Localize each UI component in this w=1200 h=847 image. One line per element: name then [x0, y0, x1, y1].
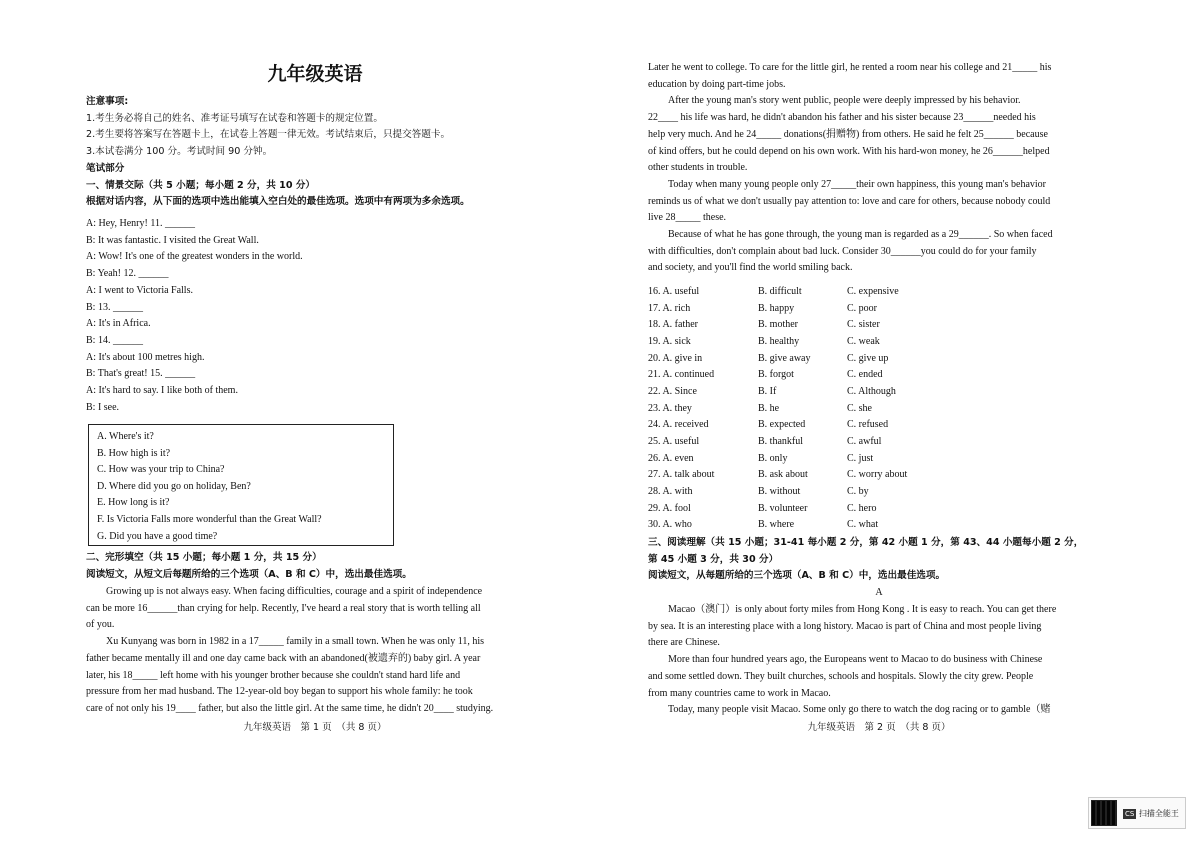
- dialogue-line: B: 14. ______: [86, 334, 143, 346]
- choice-b: B. If: [758, 385, 777, 397]
- choice-a: 19. A. sick: [648, 335, 691, 347]
- passage-line: Today when many young people only 27_____their own happiness, this young man's behavior: [668, 178, 1046, 190]
- option-item: F. Is Victoria Falls more wonderful than the Great Wall?: [97, 513, 322, 525]
- choice-b: B. give away: [758, 352, 811, 364]
- choice-c: C. poor: [847, 302, 877, 314]
- scanner-badge-text: [1123, 808, 1179, 819]
- choice-row: [648, 317, 1110, 334]
- passage-line: care of not only his 19____ father, but also the little girl. At the same time, he didn't 20____ studying.: [86, 702, 494, 714]
- exam-title: 九年级英语: [267, 63, 363, 85]
- choice-a: 27. A. talk about: [648, 469, 715, 481]
- choice-c: C. worry about: [847, 469, 908, 481]
- choice-row: [648, 401, 1110, 418]
- choice-a: 24. A. received: [648, 419, 709, 431]
- scanner-logo: CS: [1125, 809, 1135, 818]
- choice-row: [648, 384, 1110, 401]
- cloze-passage: [86, 584, 544, 718]
- choice-b: B. volunteer: [758, 502, 808, 514]
- passage-line: other students in trouble.: [648, 162, 748, 174]
- passage-line: 22____ his life was hard, he didn't abandon his father and his sister because 23______needed his: [648, 112, 1036, 124]
- choice-b: B. expected: [758, 419, 806, 431]
- dialogue-line: B: 13. ______: [86, 301, 143, 313]
- choice-row: [648, 284, 1110, 301]
- passage-line: More than four hundred years ago, the Europeans went to Macao to do business with Chinese: [668, 654, 1043, 666]
- option-item: D. Where did you go on holiday, Ben?: [97, 480, 251, 492]
- choice-c: C. she: [847, 402, 872, 414]
- choice-b: B. he: [758, 402, 780, 414]
- choice-a: 17. A. rich: [648, 302, 691, 314]
- section-2-instruction: 阅读短文，从短文后每题所给的三个选项（A、B 和 C）中，选出最佳选项。: [86, 568, 412, 580]
- passage-line: from many countries came to work in Macao.: [648, 687, 831, 699]
- passage-line: there are Chinese.: [648, 637, 720, 649]
- choice-c: C. what: [847, 519, 879, 531]
- choice-b: B. where: [758, 519, 795, 531]
- dialogue-line: A: It's in Africa.: [86, 318, 151, 330]
- qr-code-icon: [1091, 800, 1117, 826]
- choice-c: C. refused: [847, 419, 889, 431]
- choice-a: 23. A. they: [648, 402, 692, 414]
- choice-row: [648, 351, 1110, 368]
- passage-line: Growing up is not always easy. When facing difficulties, courage and a spirit of independence: [106, 586, 483, 597]
- choice-a: 22. A. Since: [648, 385, 697, 397]
- choice-a: 18. A. father: [648, 319, 698, 331]
- dialogue-line: B: Yeah! 12. ______: [86, 268, 169, 280]
- choice-a: 26. A. even: [648, 452, 694, 464]
- dialogue-line: A: Wow! It's one of the greatest wonders in the world.: [86, 251, 303, 263]
- reading-passage-a: [648, 602, 1110, 719]
- choice-row: [648, 301, 1110, 318]
- choice-row: [648, 417, 1110, 434]
- section-2-heading: 二、完形填空（共 15 小题；每小题 1 分，共 15 分）: [86, 552, 322, 563]
- dialogue-line: A: Hey, Henry! 11. ______: [86, 218, 195, 229]
- passage-line: Because of what he has gone through, the young man is regarded as a 29______. So when faced: [668, 229, 1053, 241]
- choice-row: [648, 467, 1110, 484]
- passage-line: Macao（澳门）is only about forty miles from Hong Kong . It is easy to reach. You can get there: [668, 604, 1057, 615]
- choice-c: C. just: [847, 452, 874, 464]
- option-item: E. How long is it?: [97, 497, 170, 509]
- passage-line: After the young man's story went public, people were deeply impressed by his behavior.: [668, 95, 1021, 107]
- section-1-heading: 一、情景交际（共 5 小题；每小题 2 分，共 10 分）: [86, 179, 316, 191]
- passage-line: Today, many people visit Macao. Some only go there to watch the dog racing or to gamble（赌: [668, 704, 1051, 716]
- passage-line: education by doing part-time jobs.: [648, 78, 786, 90]
- passage-line: reminds us of what we don't usually pay attention to: love and care for others, because nobody could: [648, 195, 1051, 207]
- option-item: B. How high is it?: [97, 447, 171, 459]
- choice-row: [648, 451, 1110, 468]
- page-footer: 九年级英语 第 1 页 （共 8 页）: [243, 722, 387, 733]
- choices-list: [648, 284, 1110, 534]
- option-item: A. Where's it?: [97, 431, 154, 442]
- choice-b: B. without: [758, 485, 801, 497]
- scanner-badge: [1088, 797, 1186, 829]
- choice-row: [648, 501, 1110, 518]
- choice-b: B. only: [758, 452, 788, 464]
- choice-a: 28. A. with: [648, 485, 693, 497]
- passage-line: father became mentally ill and one day came back with an abandoned(被遗弃的) baby girl. A year: [86, 652, 481, 664]
- option-item: G. Did you have a good time?: [97, 530, 218, 542]
- passage-line: and society, and you'll find the world smiling back.: [648, 262, 853, 274]
- passage-line: can be more 16______than crying for help. Recently, I've heard a real story that is worth telling all: [86, 602, 481, 614]
- passage-line: later, his 18_____ left home with his younger brother because she couldn't stand hard life and: [86, 669, 461, 681]
- passage-line: help very much. And he 24_____ donations(捐赠物) from others. He said he felt 25______ because: [648, 128, 1048, 140]
- choice-a: 25. A. useful: [648, 435, 700, 447]
- passage-line: of kind offers, but he could depend on his own work. With his hard-won money, he 26______helped: [648, 145, 1050, 157]
- dialogue-line: B: That's great! 15. ______: [86, 368, 196, 380]
- choice-c: C. sister: [847, 319, 880, 331]
- option-item: C. How was your trip to China?: [97, 464, 225, 476]
- dialogue-line: A: I went to Victoria Falls.: [86, 284, 193, 296]
- choice-row: [648, 334, 1110, 351]
- dialogue-line: B: I see.: [86, 401, 120, 413]
- choice-b: B. mother: [758, 319, 798, 331]
- choice-c: C. by: [847, 485, 869, 497]
- choice-b: B. forgot: [758, 369, 794, 381]
- notice-block: [86, 94, 544, 211]
- choice-row: [648, 517, 1110, 534]
- cloze-passage-continued: [648, 60, 1110, 277]
- choice-a: 30. A. who: [648, 519, 692, 531]
- choice-b: B. ask about: [758, 469, 808, 481]
- passage-line: by sea. It is an interesting place with a long history. Macao is part of China and most people living: [648, 620, 1042, 632]
- passage-line: and some settled down. They built churches, schools and hospitals. Slowly the city grew. People: [648, 670, 1034, 682]
- choice-a: 20. A. give in: [648, 352, 703, 364]
- choice-a: 29. A. fool: [648, 502, 691, 514]
- choice-row: [648, 367, 1110, 384]
- choice-b: B. difficult: [758, 286, 802, 297]
- dialogue-block: [86, 216, 544, 416]
- passage-line: Later he went to college. To care for the little girl, he rented a room near his college and 21_____ his: [648, 62, 1052, 73]
- choice-row: [648, 434, 1110, 451]
- choice-a: 16. A. useful: [648, 286, 700, 297]
- notice-item: 1.考生务必将自己的姓名、准考证号填写在试卷和答题卡的规定位置。: [86, 112, 383, 124]
- choice-row: [648, 484, 1110, 501]
- dialogue-line: B: It was fantastic. I visited the Great Wall.: [86, 234, 259, 246]
- dialogue-line: A: It's hard to say. I like both of them.: [86, 385, 238, 397]
- choice-c: C. give up: [847, 352, 889, 364]
- choice-a: 21. A. continued: [648, 369, 715, 381]
- scanner-name: 扫描全能王: [1138, 808, 1179, 818]
- dialogue-line: A: It's about 100 metres high.: [86, 351, 205, 363]
- choice-b: B. healthy: [758, 335, 800, 347]
- choice-c: C. weak: [847, 335, 880, 347]
- section-3-instruction: 阅读短文，从每题所给的三个选项（A、B 和 C）中，选出最佳选项。: [648, 570, 946, 582]
- options-box: [88, 424, 394, 546]
- section-3-block: [648, 535, 1110, 602]
- choice-c: C. expensive: [847, 286, 899, 297]
- notice-item: 2.考生要将答案写在答题卡上，在试卷上答题一律无效。考试结束后，只提交答题卡。: [86, 129, 451, 141]
- choice-c: C. hero: [847, 502, 877, 514]
- passage-line: live 28_____ these.: [648, 212, 727, 224]
- notice-item: 3.本试卷满分 100 分。考试时间 90 分钟。: [86, 146, 273, 158]
- choice-b: B. happy: [758, 302, 795, 314]
- section-1-instruction: 根据对话内容，从下面的选项中选出能填入空白处的最佳选项。选项中有两项为多余选项。: [86, 196, 470, 208]
- written-part-heading: 笔试部分: [86, 162, 125, 174]
- passage-line: Xu Kunyang was born in 1982 in a 17_____ family in a small town. When he was only 11, his: [106, 636, 485, 648]
- passage-line: of you.: [86, 619, 115, 631]
- section-2-block: [86, 550, 544, 583]
- page-footer: 九年级英语 第 2 页 （共 8 页）: [807, 722, 951, 733]
- choice-c: C. awful: [847, 435, 882, 447]
- passage-a-label: A: [875, 587, 883, 599]
- choice-c: C. Although: [847, 385, 896, 397]
- choice-c: C. ended: [847, 369, 883, 381]
- notice-heading: 注意事项:: [86, 96, 129, 107]
- passage-line: pressure from her mad husband. The 12-year-old boy began to support his whole family: he took: [86, 686, 473, 698]
- section-3-heading: 三、阅读理解（共 15 小题；31-41 每小题 2 分，第 42 小题 1 分，第 43、44 小题每小题 2 分，: [648, 537, 1084, 548]
- choice-b: B. thankful: [758, 435, 803, 447]
- section-3-heading-cont: 第 45 小题 3 分，共 30 分）: [648, 553, 779, 565]
- passage-line: with difficulties, don't complain about bad luck. Consider 30______you could do for your family: [648, 245, 1037, 257]
